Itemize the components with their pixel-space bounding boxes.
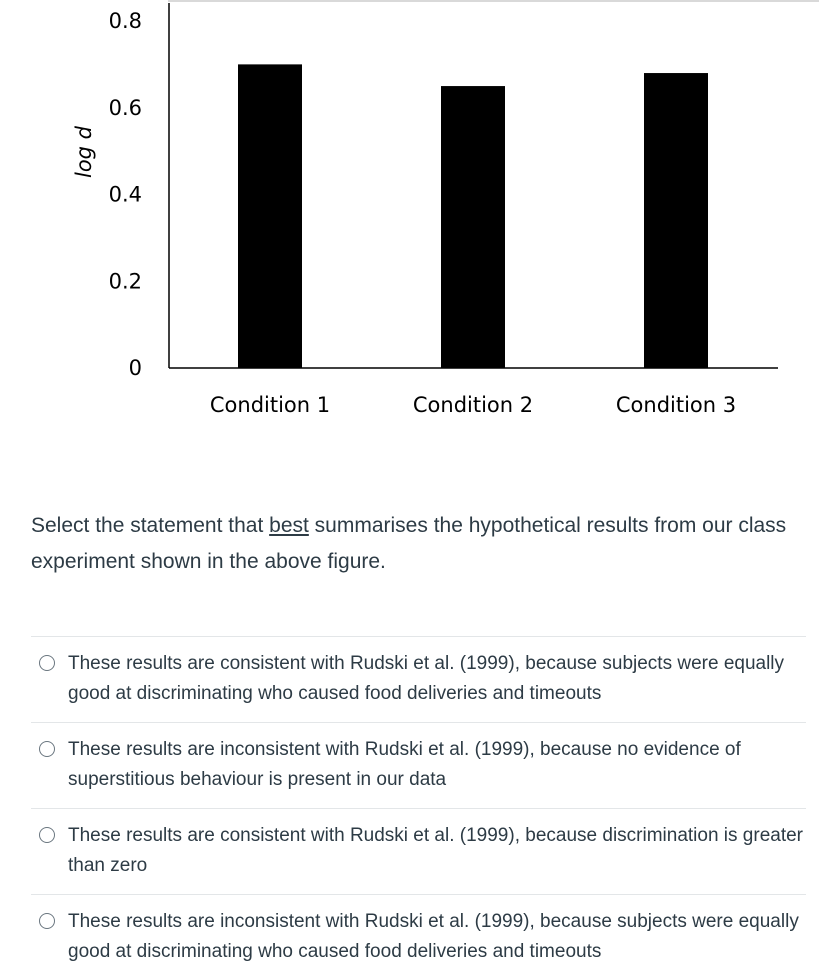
y-tick-label: 0 [128,356,142,380]
x-tick-label: Condition 2 [412,393,534,417]
chart-bars [238,64,708,368]
question-before: Select the statement that [31,514,270,537]
y-tick-label: 0.2 [108,269,142,294]
question-emphasis: best [269,514,309,537]
x-tick-label: Condition 1 [209,393,331,417]
radio-button-icon[interactable] [39,655,55,671]
y-axis-ticks [109,9,142,380]
answer-option-2[interactable] [31,722,806,808]
bar-1 [238,64,302,368]
bar-3 [644,73,708,368]
y-tick-label: 0.6 [108,95,142,120]
answer-label: These results are inconsistent with Rudski et al. (1999), because subjects were equally good at discriminating who caused food deliveries and timeouts [68,911,799,962]
answer-option-4[interactable] [31,894,806,980]
radio-button-icon[interactable] [39,741,55,757]
radio-button-icon[interactable] [39,913,55,929]
y-tick-label: 0.8 [108,9,142,33]
question-after: summarises the hypothetical results from our class experiment shown in the above figure. [31,514,787,573]
x-axis-ticks [210,393,736,417]
y-axis-label: log d [72,125,96,179]
y-tick-label: 0.4 [108,182,142,207]
radio-button-icon[interactable] [39,827,55,843]
answer-list [31,636,806,980]
answer-label: These results are consistent with Rudski et al. (1999), because subjects were equally good at discriminating who caused food deliveries and timeouts [68,653,785,704]
bar-chart [0,0,819,440]
answer-option-1[interactable] [31,636,806,722]
answer-option-3[interactable] [31,808,806,894]
answer-label: These results are consistent with Rudski et al. (1999), because discrimination is greater than zero [68,825,804,876]
question-text [31,508,801,580]
bar-2 [441,86,505,368]
answer-label: These results are inconsistent with Rudski et al. (1999), because no evidence of superstitious behaviour is present in our data [68,739,741,790]
x-tick-label: Condition 3 [615,393,737,417]
